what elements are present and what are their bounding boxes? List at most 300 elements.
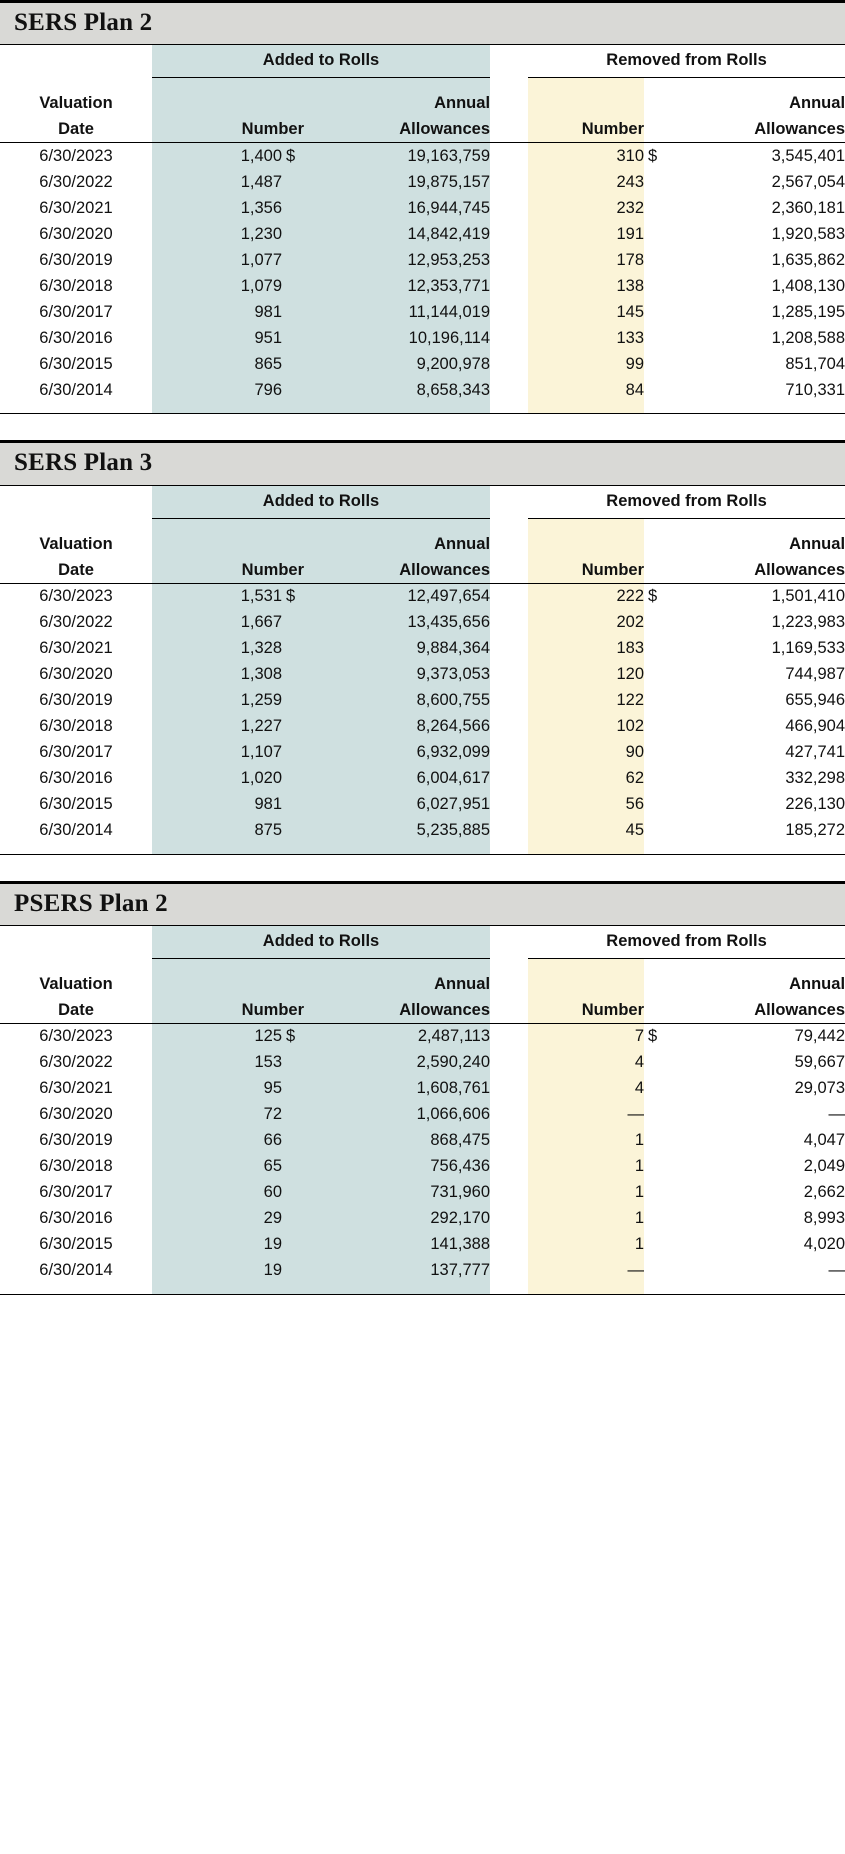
group-header-blank	[0, 486, 152, 519]
cell-gap	[490, 1128, 528, 1154]
table-row	[0, 1050, 845, 1076]
cell-removed-currency	[644, 1232, 666, 1258]
cell-removed-allowances: 1,169,533	[771, 639, 845, 657]
cell-added-allowances: 8,264,566	[304, 714, 490, 740]
cell-date: 6/30/2021	[39, 198, 113, 217]
col-header-added-number: Number	[152, 557, 304, 584]
col-header-added-annual: Annual	[304, 90, 490, 116]
cell-removed-allowances: 2,662	[803, 1183, 845, 1202]
table-body	[0, 583, 845, 844]
cell-gap	[490, 273, 528, 299]
cell-removed-currency	[644, 610, 666, 636]
cell-added-currency	[282, 195, 304, 221]
cell-gap	[490, 325, 528, 351]
cell-removed-currency	[644, 636, 666, 662]
cell-added-number: 60	[152, 1180, 282, 1206]
cell-gap	[490, 1076, 528, 1102]
cell-added-number: 1,308	[152, 662, 282, 688]
group-header-gap	[490, 486, 528, 519]
cell-removed-number: 99	[528, 351, 644, 377]
cell-date: 6/30/2016	[39, 769, 113, 787]
cell-added-number: 1,079	[152, 273, 282, 299]
table-row	[0, 377, 845, 403]
cell-added-number: 1,259	[152, 688, 282, 714]
cell-removed-allowances: 185,272	[785, 821, 845, 839]
cell-gap	[490, 610, 528, 636]
cell-removed-currency	[644, 1102, 666, 1128]
col-header-removed-annual: Annual	[789, 94, 845, 113]
table-row	[0, 247, 845, 273]
cell-gap	[490, 1232, 528, 1258]
cell-removed-number: 1	[528, 1154, 644, 1180]
cell-removed-allowances: 427,741	[785, 743, 845, 761]
footer-spacer-added	[152, 844, 490, 854]
cell-removed-currency	[644, 1258, 666, 1284]
cell-added-currency	[282, 688, 304, 714]
col-header-gap	[490, 90, 528, 116]
table-row	[0, 351, 845, 377]
cell-added-allowances: 12,353,771	[304, 273, 490, 299]
table-row	[0, 1023, 845, 1050]
table-row	[0, 636, 845, 662]
spacer-cell	[0, 78, 152, 91]
header-spacer-row	[0, 518, 845, 531]
cell-removed-allowances: 8,993	[803, 1209, 845, 1228]
spacer-cell	[0, 518, 152, 531]
cell-removed-allowances: —	[828, 1105, 845, 1124]
col-header-added-blank	[152, 90, 282, 116]
column-header-row-2	[0, 997, 845, 1024]
cell-gap	[490, 766, 528, 792]
cell-added-allowances: 1,066,606	[304, 1102, 490, 1128]
table-block-2	[0, 881, 845, 1295]
cell-removed-allowances: 655,946	[785, 691, 845, 709]
cell-added-allowances: 16,944,745	[304, 195, 490, 221]
cell-removed-number: 45	[528, 818, 644, 844]
col-header-added-allowances: Allowances	[304, 116, 490, 143]
table-bottom-rule	[0, 1294, 845, 1295]
table-row	[0, 1154, 845, 1180]
table-row	[0, 610, 845, 636]
column-header-row-2	[0, 116, 845, 143]
cell-date: 6/30/2018	[39, 1157, 113, 1176]
group-header-removed: Removed from Rolls	[528, 45, 845, 78]
cell-added-allowances: 141,388	[304, 1232, 490, 1258]
cell-added-allowances: 12,497,654	[304, 583, 490, 610]
cell-added-allowances: 756,436	[304, 1154, 490, 1180]
cell-removed-currency	[644, 195, 666, 221]
cell-removed-number: 1	[528, 1180, 644, 1206]
cell-removed-allowances: 332,298	[785, 769, 845, 787]
cell-added-number: 875	[152, 818, 282, 844]
group-header-added: Added to Rolls	[152, 486, 490, 519]
cell-gap	[490, 636, 528, 662]
cell-removed-number: 102	[528, 714, 644, 740]
cell-removed-number: 62	[528, 766, 644, 792]
spacer-cell-removed-num	[528, 78, 644, 91]
cell-removed-currency: $	[648, 146, 658, 165]
cell-added-allowances: 8,658,343	[304, 377, 490, 403]
cell-removed-currency	[644, 1180, 666, 1206]
cell-added-allowances: 6,932,099	[304, 740, 490, 766]
cell-date: 6/30/2014	[39, 1261, 113, 1280]
cell-added-allowances: 19,875,157	[304, 169, 490, 195]
cell-added-currency	[282, 1102, 304, 1128]
cell-gap	[490, 1154, 528, 1180]
cell-added-number: 1,487	[152, 169, 282, 195]
cell-added-currency	[282, 1050, 304, 1076]
group-header-removed: Removed from Rolls	[528, 926, 845, 959]
footer-spacer-added	[152, 403, 490, 413]
cell-removed-currency	[644, 740, 666, 766]
footer-spacer-date	[0, 1284, 152, 1294]
footer-spacer-row	[0, 1284, 845, 1294]
cell-removed-currency	[644, 662, 666, 688]
cell-added-number: 1,077	[152, 247, 282, 273]
cell-removed-currency: $	[648, 1027, 658, 1046]
table-row	[0, 273, 845, 299]
table-title-bar	[0, 881, 845, 926]
cell-removed-number: 243	[528, 169, 644, 195]
cell-added-currency	[282, 636, 304, 662]
cell-removed-allowances: 851,704	[785, 354, 845, 373]
table-row	[0, 688, 845, 714]
col-header-valuation: Valuation	[39, 534, 113, 553]
cell-added-number: 1,227	[152, 714, 282, 740]
cell-removed-number: 7	[528, 1023, 644, 1050]
cell-added-currency	[282, 714, 304, 740]
table-title-bar	[0, 440, 845, 485]
group-header-row	[0, 926, 845, 959]
spacer-cell-added	[152, 958, 490, 971]
cell-added-allowances: 137,777	[304, 1258, 490, 1284]
cell-date: 6/30/2019	[39, 250, 113, 269]
cell-removed-currency	[644, 325, 666, 351]
table-row	[0, 740, 845, 766]
cell-added-number: 981	[152, 299, 282, 325]
cell-removed-number: 122	[528, 688, 644, 714]
cell-added-number: 981	[152, 792, 282, 818]
table-row	[0, 792, 845, 818]
footer-spacer-date	[0, 403, 152, 413]
group-header-row	[0, 486, 845, 519]
cell-removed-number: 1	[528, 1128, 644, 1154]
group-header-gap	[490, 45, 528, 78]
cell-added-number: 1,356	[152, 195, 282, 221]
cell-removed-currency	[644, 221, 666, 247]
footer-spacer-removed-num	[528, 1284, 644, 1294]
cell-date: 6/30/2020	[39, 665, 113, 683]
table-row	[0, 662, 845, 688]
cell-date: 6/30/2016	[39, 328, 113, 347]
cell-removed-allowances: 710,331	[785, 380, 845, 399]
cell-removed-allowances: 226,130	[785, 795, 845, 813]
table-title: PSERS Plan 2	[14, 889, 168, 917]
col-header-removed-dollar-blank	[644, 90, 666, 116]
col-header-removed-blank	[528, 90, 644, 116]
spacer-cell	[0, 958, 152, 971]
cell-added-currency	[282, 221, 304, 247]
col-header-date: Date	[0, 116, 152, 143]
cell-added-allowances: 9,884,364	[304, 636, 490, 662]
cell-added-allowances: 868,475	[304, 1128, 490, 1154]
group-header-blank	[0, 45, 152, 78]
cell-added-currency	[282, 1154, 304, 1180]
table-row	[0, 1102, 845, 1128]
cell-removed-allowances: 2,049	[803, 1157, 845, 1176]
cell-removed-currency	[644, 1050, 666, 1076]
table-row	[0, 1128, 845, 1154]
cell-removed-number: 133	[528, 325, 644, 351]
col-header-valuation: Valuation	[39, 974, 113, 993]
cell-removed-number: 310	[528, 143, 644, 170]
cell-removed-currency	[644, 766, 666, 792]
cell-added-allowances: 13,435,656	[304, 610, 490, 636]
cell-date: 6/30/2022	[39, 1053, 113, 1072]
cell-added-number: 29	[152, 1206, 282, 1232]
group-header-added: Added to Rolls	[152, 45, 490, 78]
cell-added-currency	[282, 792, 304, 818]
col-header-removed-dollar-blank	[644, 971, 666, 997]
footer-spacer-row	[0, 403, 845, 413]
cell-gap	[490, 792, 528, 818]
cell-removed-allowances: 29,073	[794, 1079, 845, 1098]
cell-added-currency	[282, 766, 304, 792]
cell-added-allowances: 2,487,113	[304, 1023, 490, 1050]
cell-added-number: 951	[152, 325, 282, 351]
financial-table	[0, 926, 845, 1294]
cell-date: 6/30/2014	[39, 821, 113, 839]
table-row	[0, 195, 845, 221]
cell-removed-allowances: 1,208,588	[771, 328, 845, 347]
cell-date: 6/30/2023	[39, 587, 113, 605]
cell-gap	[490, 247, 528, 273]
col-header-added-annual: Annual	[304, 531, 490, 557]
cell-removed-allowances: 4,020	[803, 1235, 845, 1254]
cell-removed-number: 232	[528, 195, 644, 221]
cell-gap	[490, 143, 528, 170]
cell-added-currency	[282, 818, 304, 844]
table-row	[0, 818, 845, 844]
table-row	[0, 714, 845, 740]
cell-removed-number: —	[528, 1258, 644, 1284]
cell-added-currency	[282, 1258, 304, 1284]
col-header-added-blank	[152, 971, 282, 997]
cell-date: 6/30/2019	[39, 691, 113, 709]
cell-gap	[490, 221, 528, 247]
cell-removed-number: 145	[528, 299, 644, 325]
cell-gap	[490, 714, 528, 740]
table-row	[0, 1076, 845, 1102]
cell-added-number: 153	[152, 1050, 282, 1076]
col-header-removed-dollar-blank-2	[644, 557, 666, 584]
col-header-added-dollar-blank	[282, 971, 304, 997]
column-header-row-2	[0, 557, 845, 584]
cell-removed-currency	[644, 714, 666, 740]
cell-added-currency	[282, 1076, 304, 1102]
col-header-removed-annual: Annual	[789, 974, 845, 993]
cell-gap	[490, 740, 528, 766]
table-row	[0, 143, 845, 170]
cell-removed-currency	[644, 169, 666, 195]
col-header-added-number: Number	[152, 997, 304, 1024]
cell-added-currency	[282, 740, 304, 766]
col-header-removed-blank	[528, 971, 644, 997]
spacer-cell-removed	[644, 78, 845, 91]
footer-spacer-row	[0, 844, 845, 854]
footer-spacer-gap	[490, 1284, 528, 1294]
cell-gap	[490, 818, 528, 844]
cell-added-number: 865	[152, 351, 282, 377]
cell-removed-allowances: 744,987	[785, 665, 845, 683]
footer-spacer-gap	[490, 403, 528, 413]
col-header-removed-allowances: Allowances	[666, 557, 845, 584]
table-bottom-rule	[0, 854, 845, 855]
cell-added-allowances: 19,163,759	[304, 143, 490, 170]
col-header-added-allowances: Allowances	[304, 557, 490, 584]
col-header-removed-dollar-blank-2	[644, 997, 666, 1024]
spacer-cell-removed-num	[528, 518, 644, 531]
cell-date: 6/30/2018	[39, 276, 113, 295]
cell-removed-allowances: 4,047	[803, 1131, 845, 1150]
header-spacer-row	[0, 78, 845, 91]
cell-removed-allowances: 1,223,983	[771, 613, 845, 631]
cell-added-currency	[282, 1180, 304, 1206]
cell-added-number: 1,667	[152, 610, 282, 636]
cell-added-currency	[282, 610, 304, 636]
col-header-removed-allowances: Allowances	[666, 997, 845, 1024]
spacer-cell-gap	[490, 78, 528, 91]
cell-removed-allowances: 2,567,054	[771, 172, 845, 191]
cell-added-currency	[282, 325, 304, 351]
cell-gap	[490, 1206, 528, 1232]
spacer-cell-removed	[644, 518, 845, 531]
table-row	[0, 1180, 845, 1206]
cell-added-currency: $	[282, 143, 304, 170]
cell-removed-number: 222	[528, 583, 644, 610]
cell-added-number: 1,020	[152, 766, 282, 792]
cell-added-number: 19	[152, 1258, 282, 1284]
cell-removed-currency	[644, 1206, 666, 1232]
cell-added-currency	[282, 1232, 304, 1258]
col-header-gap-2	[490, 997, 528, 1024]
cell-gap	[490, 351, 528, 377]
cell-date: 6/30/2020	[39, 1105, 113, 1124]
cell-date: 6/30/2020	[39, 224, 113, 243]
table-block-0	[0, 0, 845, 414]
table-row	[0, 221, 845, 247]
footer-spacer-removed-num	[528, 403, 644, 413]
cell-added-allowances: 8,600,755	[304, 688, 490, 714]
table-row	[0, 169, 845, 195]
cell-added-currency	[282, 299, 304, 325]
col-header-removed-number: Number	[528, 557, 644, 584]
cell-added-number: 1,230	[152, 221, 282, 247]
col-header-added-allowances: Allowances	[304, 997, 490, 1024]
cell-removed-number: 183	[528, 636, 644, 662]
col-header-gap-2	[490, 116, 528, 143]
spacer-cell-gap	[490, 958, 528, 971]
cell-added-allowances: 6,004,617	[304, 766, 490, 792]
footer-spacer-gap	[490, 844, 528, 854]
cell-added-allowances: 292,170	[304, 1206, 490, 1232]
col-header-added-annual: Annual	[304, 971, 490, 997]
cell-added-allowances: 2,590,240	[304, 1050, 490, 1076]
cell-added-allowances: 12,953,253	[304, 247, 490, 273]
cell-added-allowances: 5,235,885	[304, 818, 490, 844]
cell-removed-number: 120	[528, 662, 644, 688]
table-footer	[0, 1284, 845, 1294]
cell-removed-number: 90	[528, 740, 644, 766]
cell-gap	[490, 662, 528, 688]
group-header-added: Added to Rolls	[152, 926, 490, 959]
cell-added-currency	[282, 169, 304, 195]
col-header-added-dollar-blank	[282, 90, 304, 116]
col-header-removed-allowances: Allowances	[666, 116, 845, 143]
col-header-removed-blank	[528, 531, 644, 557]
table-title-bar	[0, 0, 845, 45]
cell-removed-number: —	[528, 1102, 644, 1128]
cell-added-number: 66	[152, 1128, 282, 1154]
cell-date: 6/30/2023	[39, 146, 113, 165]
cell-added-allowances: 9,373,053	[304, 662, 490, 688]
cell-removed-allowances: 1,285,195	[771, 302, 845, 321]
table-head	[0, 45, 845, 143]
col-header-removed-dollar-blank-2	[644, 116, 666, 143]
cell-added-currency	[282, 351, 304, 377]
cell-date: 6/30/2023	[39, 1027, 113, 1046]
cell-added-number: 1,400	[152, 143, 282, 170]
cell-added-currency	[282, 377, 304, 403]
cell-removed-currency	[644, 792, 666, 818]
cell-added-currency	[282, 247, 304, 273]
cell-removed-number: 56	[528, 792, 644, 818]
table-footer	[0, 403, 845, 413]
col-header-added-blank	[152, 531, 282, 557]
cell-added-number: 796	[152, 377, 282, 403]
cell-added-currency	[282, 273, 304, 299]
footer-spacer-removed	[644, 403, 845, 413]
cell-date: 6/30/2022	[39, 172, 113, 191]
cell-added-currency	[282, 662, 304, 688]
cell-removed-number: 1	[528, 1206, 644, 1232]
table-head	[0, 926, 845, 1024]
cell-removed-allowances: 466,904	[785, 717, 845, 735]
col-header-removed-number: Number	[528, 116, 644, 143]
cell-date: 6/30/2022	[39, 613, 113, 631]
cell-removed-number: 202	[528, 610, 644, 636]
cell-added-allowances: 6,027,951	[304, 792, 490, 818]
footer-spacer-date	[0, 844, 152, 854]
column-header-row-1	[0, 971, 845, 997]
table-body	[0, 143, 845, 404]
cell-removed-currency: $	[648, 587, 658, 605]
cell-added-currency	[282, 1206, 304, 1232]
cell-added-currency: $	[282, 583, 304, 610]
table-row	[0, 1258, 845, 1284]
column-header-row-1	[0, 90, 845, 116]
cell-removed-currency	[644, 688, 666, 714]
cell-added-currency	[282, 1128, 304, 1154]
col-header-added-dollar-blank	[282, 531, 304, 557]
cell-removed-number: 4	[528, 1076, 644, 1102]
footer-spacer-removed	[644, 1284, 845, 1294]
group-header-gap	[490, 926, 528, 959]
cell-removed-currency	[644, 377, 666, 403]
cell-added-allowances: 11,144,019	[304, 299, 490, 325]
spacer-cell-gap	[490, 518, 528, 531]
cell-removed-allowances: —	[828, 1261, 845, 1280]
